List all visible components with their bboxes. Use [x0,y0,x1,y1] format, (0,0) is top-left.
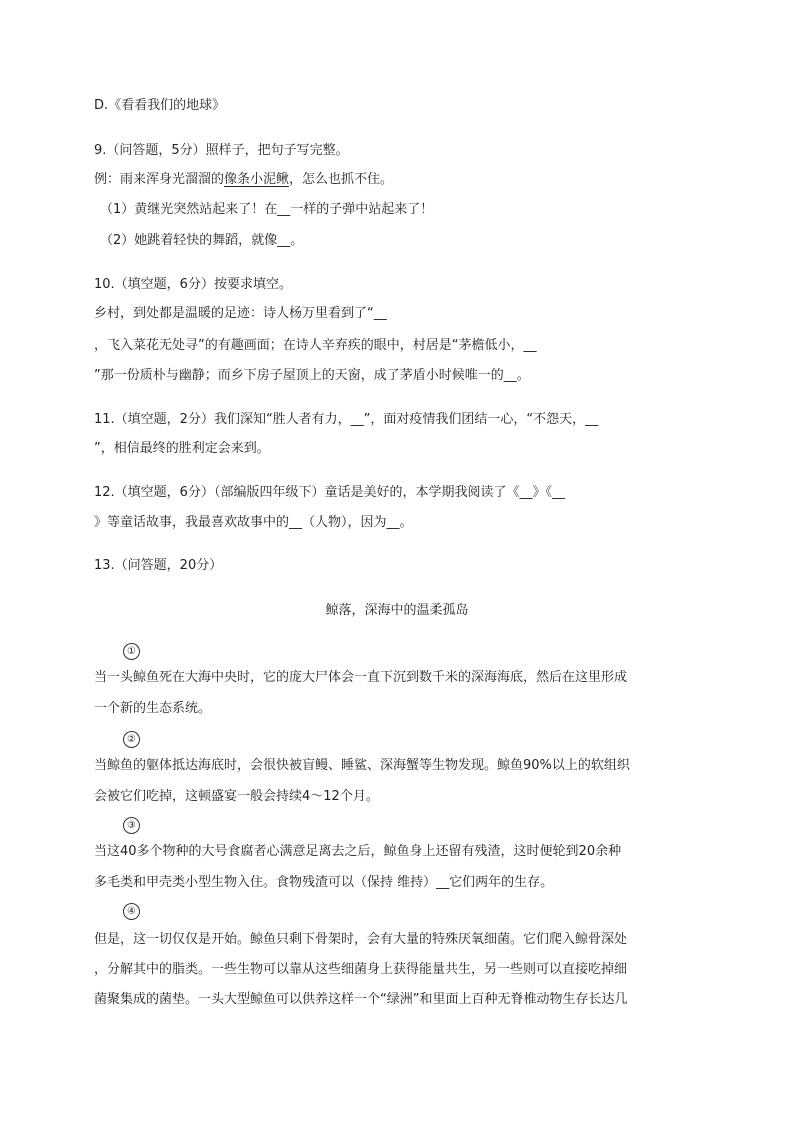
section-1-line-2: 一个新的生态系统。 [94,701,212,716]
q9-example-suffix: ，怎么也抓不住。 [289,172,394,187]
section-1-line-1: 当一头鲸鱼死在大海中央时，它的庞大尸体会一直下沉到数千米的深海海底，然后在这里形成 [94,670,628,685]
section-number-1: ① [123,643,140,660]
q12-line-2: 》等童话故事，我最喜欢故事中的__（人物），因为__。 [94,515,413,530]
q10-line-3: ”那一份质朴与幽静；而乡下房子屋顶上的天窗，成了茅盾小时候唯一的__。 [94,368,530,383]
q12-line-1: 12.（填空题，6分）（部编版四年级下）童话是美好的，本学期我阅读了《__》《__ [94,485,565,500]
q10-line-1: 乡村，到处都是温暖的足迹：诗人杨万里看到了“__ [94,306,387,321]
section-4-line-3: 菌聚集成的菌垫。一头大型鲸鱼可以供养这样一个“绿洲”和里面上百种无脊椎动物生存长达几 [94,992,628,1007]
q11-line-2: ”，相信最终的胜利定会来到。 [94,441,270,456]
q13-header: 13.（问答题，20分） [94,558,223,573]
q9-example-prefix: 例：雨来浑身光溜溜的 [94,172,225,187]
section-number-2: ② [123,731,140,748]
section-number-4: ④ [123,903,140,920]
q11-line-1: 11.（填空题，2分）我们深知“胜人者有力，__”，面对疫情我们团结一心，“不怨天，__ [94,412,599,427]
section-number-3: ③ [123,817,140,834]
option-d: D.《看看我们的地球》 [94,98,226,113]
section-4-line-1: 但是，这一切仅仅是开始。鲸鱼只剩下骨架时，会有大量的特殊厌氧细菌。它们爬入鲸骨深处 [94,932,628,947]
q10-line-2: ，飞入菜花无处寻”的有趣画面；在诗人辛弃疾的眼中，村居是“茅檐低小，__ [94,338,537,353]
q10-header: 10.（填空题，6分）按要求填空。 [94,277,292,292]
q9-example-underlined: 像条小泥鳅 [224,172,290,187]
section-2-line-2: 会被它们吃掉，这顿盛宴一般会持续4～12个月。 [94,789,379,804]
q9-item-2: （2）她跳着轻快的舞蹈，就像__。 [100,233,304,248]
article-title: 鲸落，深海中的温柔孤岛 [325,603,469,618]
section-3-line-2: 多毛类和甲壳类小型生物入住。食物残渣可以（保持 维持）__它们两年的生存。 [94,875,554,890]
q9-header: 9.（问答题，5分）照样子，把句子写完整。 [94,143,349,158]
section-3-line-1: 当这40多个物种的大号食腐者心满意足离去之后，鲸鱼身上还留有残渣，这时便轮到20余种 [94,844,622,859]
section-2-line-1: 当鲸鱼的躯体抵达海底时，会很快被盲鳗、睡鲨、深海蟹等生物发现。鲸鱼90%以上的软组织 [94,758,630,773]
q9-example [94,171,393,189]
q9-item-1: （1）黄继光突然站起来了！在__一样的子弹中站起来了！ [100,202,434,217]
section-4-line-2: ，分解其中的脂类。一些生物可以靠从这些细菌身上获得能量共生，另一些则可以直接吃掉细 [94,962,628,977]
